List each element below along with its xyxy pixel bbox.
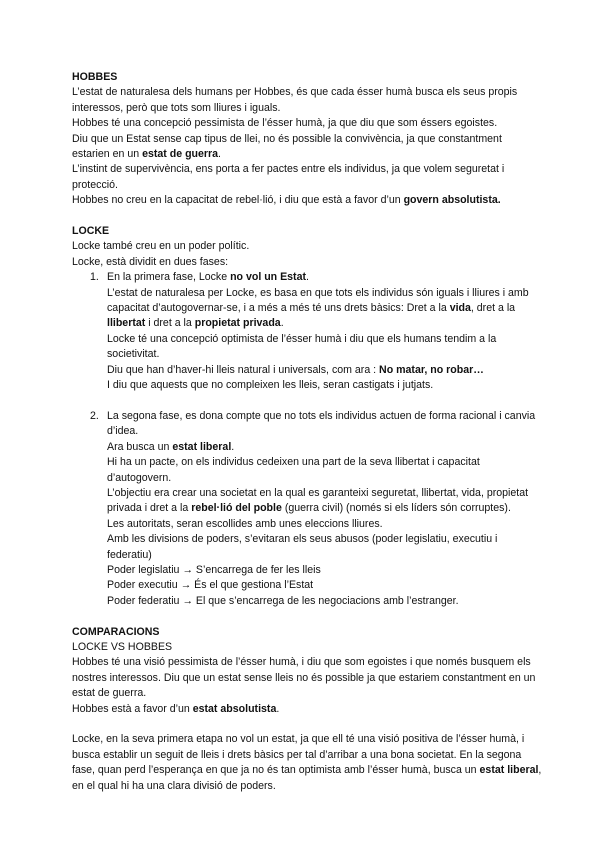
hobbes-paragraph-3 [72,132,542,163]
phase2-line-8: Poder executiu → És el que gestiona l’Estat [107,579,314,592]
text-span: L’estat de naturalesa per Locke, es basa en que tots els individus són iguals i lliures i amb capacitat d’autogovernar-se, i a més a més té uns drets bàsics: Dret a la [107,286,529,315]
spacer [72,717,542,732]
text-span: Diu que han d’haver-hi lleis natural i universals, com ara : [107,363,380,376]
phase2-line-5: Les autoritats, seran escollides amb unes eleccions lliures. [107,517,383,530]
locke-paragraph-2: Locke, està dividit en dues fases: [72,255,229,268]
text-span: Ara busca un [107,440,173,453]
text-span: . [306,271,309,284]
text-span: . [231,440,235,453]
comparacions-paragraph-2 [72,702,542,717]
comparacions-paragraph-1: Hobbes té una visió pessimista de l’ésser humà, i diu que som egoistes i que només busquem els nostres interessos. Diu que un estat sense lleis no és possible ja que estariem constantment en un estat de guerra. [72,656,536,700]
spacer [72,209,542,224]
text-span: , dret a la [470,302,516,315]
hobbes-section [72,70,542,209]
phase1-line-4 [107,363,542,378]
list-item-phase-1 [72,270,542,393]
text-span: Hobbes està a favor d’un [72,702,193,715]
list-number: 2. [90,409,99,422]
list-number: 1. [90,271,99,284]
locke-section [72,224,542,609]
bold-term: propietat privada [194,317,281,330]
text-span: . [280,317,284,330]
text-span: L’objectiu era crear una societat en la qual es garanteixi seguretat, llibertat, vida, propietat privada i dret a la [107,486,529,515]
bold-term: No matar, no robar… [379,363,484,376]
text-span: , en el qual hi ha una clara divisió de poders. [72,764,542,792]
locke-paragraph-1: Locke també creu en un poder polític. [72,240,250,253]
bold-term: estat liberal [172,440,232,453]
phase2-line-6: Amb les divisions de poders, s’evitaran els seus abusos (poder legislatiu, executiu i federatiu) [107,533,498,561]
text-span: Hobbes no creu en la capacitat de rebel·lió, i diu que està a favor d’un [72,194,404,207]
hobbes-paragraph-2: Hobbes té una concepció pessimista de l’ésser humà, ja que diu que som éssers egoistes. [72,117,498,130]
spacer [72,609,542,624]
text-span: (guerra civil) (només si els líders són corruptes). [281,502,511,515]
phase1-line-5: I diu que aquests que no compleixen les lleis, seran castigats i jutjats. [107,379,434,392]
phase2-line-4 [107,486,542,517]
bold-term: estat de guerra [142,148,219,161]
comparacions-heading: COMPARACIONS [72,625,160,638]
text-span: Diu que un Estat sense cap tipus de llei, no és possible la convivència, ja que constantment estarien en un [72,132,502,161]
text-span: . [276,702,280,715]
comparacions-paragraph-3 [72,732,542,794]
comparacions-subtitle: LOCKE VS HOBBES [72,640,173,653]
bold-term: no vol un Estat [230,271,307,284]
spacer [72,394,542,409]
list-spacer [72,394,542,409]
comparacions-section [72,625,542,794]
phase2-line-7: Poder legislatiu → S’encarrega de fer les lleis [107,563,321,576]
hobbes-heading: HOBBES [72,71,118,83]
hobbes-paragraph-4: L’instint de supervivència, ens porta a fer pactes entre els individus, ja que volem seguretat i protecció. [72,163,505,191]
text-span: Locke, en la seva primera etapa no vol un estat, ja que ell té una visió positiva de l’ésser humà, i busca establir un seguit de lleis i drets bàsics per tal d’arribar a una bona societat. En la segona fase, quan perd l’esperança en que ja no és tan optimista amb l’ésser humà, busca un [72,733,525,777]
text-span: . [218,148,221,161]
phase1-line-2 [107,286,542,332]
bold-term: estat absolutista [192,702,277,715]
bold-term: rebel·lió del poble [191,502,282,515]
phase2-line-2 [107,440,542,455]
bold-term: vida [449,302,471,315]
bold-term: llibertat [107,317,146,330]
hobbes-paragraph-1: L’estat de naturalesa dels humans per Hobbes, és que cada ésser humà busca els seus propis interessos, però que tots som lliures i iguals. [72,86,518,114]
phase2-line-9: Poder federatiu → El que s’encarrega de les negociacions amb l’estranger. [107,594,459,607]
bold-term: estat liberal [479,764,539,777]
text-span: i dret a la [145,317,195,330]
phase1-line-3: Locke té una concepció optimista de l’ésser humà i diu que els humans tendim a la societivitat. [107,332,497,361]
list-item-phase-2 [72,409,542,609]
locke-phase-list [72,270,542,609]
hobbes-paragraph-5 [72,193,542,208]
phase2-line-3: Hi ha un pacte, on els individus cedeixen una part de la seva llibertat i capacitat d’autogovern. [107,456,480,484]
document-page [72,70,542,794]
bold-term: govern absolutista. [403,194,501,207]
phase2-line-1: La segona fase, es dona compte que no tots els individus actuen de forma racional i canvia d’idea. [107,409,536,438]
locke-heading: LOCKE [72,225,110,238]
phase1-line-1 [107,270,542,285]
text-span: En la primera fase, Locke [107,271,231,284]
